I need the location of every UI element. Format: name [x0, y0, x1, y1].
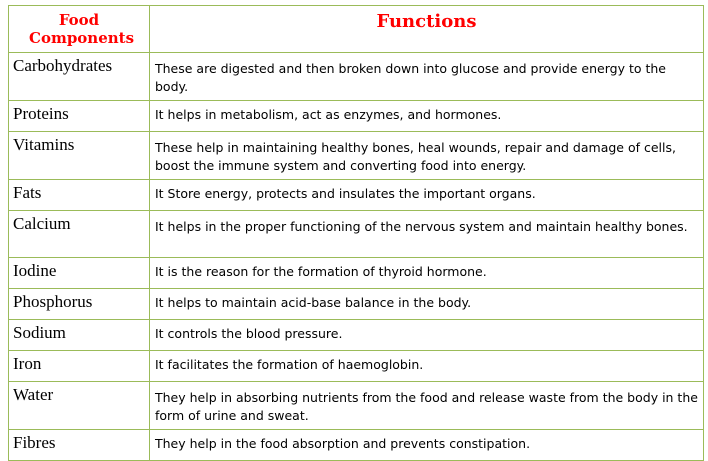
- component-function: These are digested and then broken down into glucose and provide energy to the body.: [150, 53, 704, 101]
- component-function: It helps in metabolism, act as enzymes, and hormones.: [150, 101, 704, 132]
- table-row: [9, 180, 704, 211]
- food-components-table: [8, 5, 704, 461]
- table-row: [9, 132, 704, 180]
- component-name: Phosphorus: [9, 289, 150, 320]
- component-function: It is the reason for the formation of thyroid hormone.: [150, 258, 704, 289]
- header-food-components-label: Food Components: [29, 11, 135, 47]
- component-function: It helps to maintain acid-base balance in the body.: [150, 289, 704, 320]
- component-name: Iodine: [9, 258, 150, 289]
- table-row: [9, 430, 704, 461]
- component-name: Vitamins: [9, 132, 150, 180]
- table-row: [9, 211, 704, 258]
- component-function: It facilitates the formation of haemoglobin.: [150, 351, 704, 382]
- table-row: [9, 351, 704, 382]
- component-name: Iron: [9, 351, 150, 382]
- table-row: [9, 382, 704, 430]
- table-row: [9, 289, 704, 320]
- component-name: Sodium: [9, 320, 150, 351]
- component-name: Fats: [9, 180, 150, 211]
- component-name: Water: [9, 382, 150, 430]
- table-row: [9, 101, 704, 132]
- header-food-components: [9, 6, 150, 53]
- component-name: Proteins: [9, 101, 150, 132]
- table-row: [9, 53, 704, 101]
- component-function: It helps in the proper functioning of the nervous system and maintain healthy bones.: [150, 211, 704, 258]
- header-row: [9, 6, 704, 53]
- component-name: Calcium: [9, 211, 150, 258]
- component-name: Fibres: [9, 430, 150, 461]
- table-row: [9, 258, 704, 289]
- component-function: These help in maintaining healthy bones, heal wounds, repair and damage of cells, boost the immune system and converting food into energy.: [150, 132, 704, 180]
- component-name: Carbohydrates: [9, 53, 150, 101]
- component-function: They help in absorbing nutrients from the food and release waste from the body in the form of urine and sweat.: [150, 382, 704, 430]
- component-function: It controls the blood pressure.: [150, 320, 704, 351]
- component-function: It Store energy, protects and insulates the important organs.: [150, 180, 704, 211]
- table-row: [9, 320, 704, 351]
- header-functions: Functions: [150, 6, 704, 53]
- component-function: They help in the food absorption and prevents constipation.: [150, 430, 704, 461]
